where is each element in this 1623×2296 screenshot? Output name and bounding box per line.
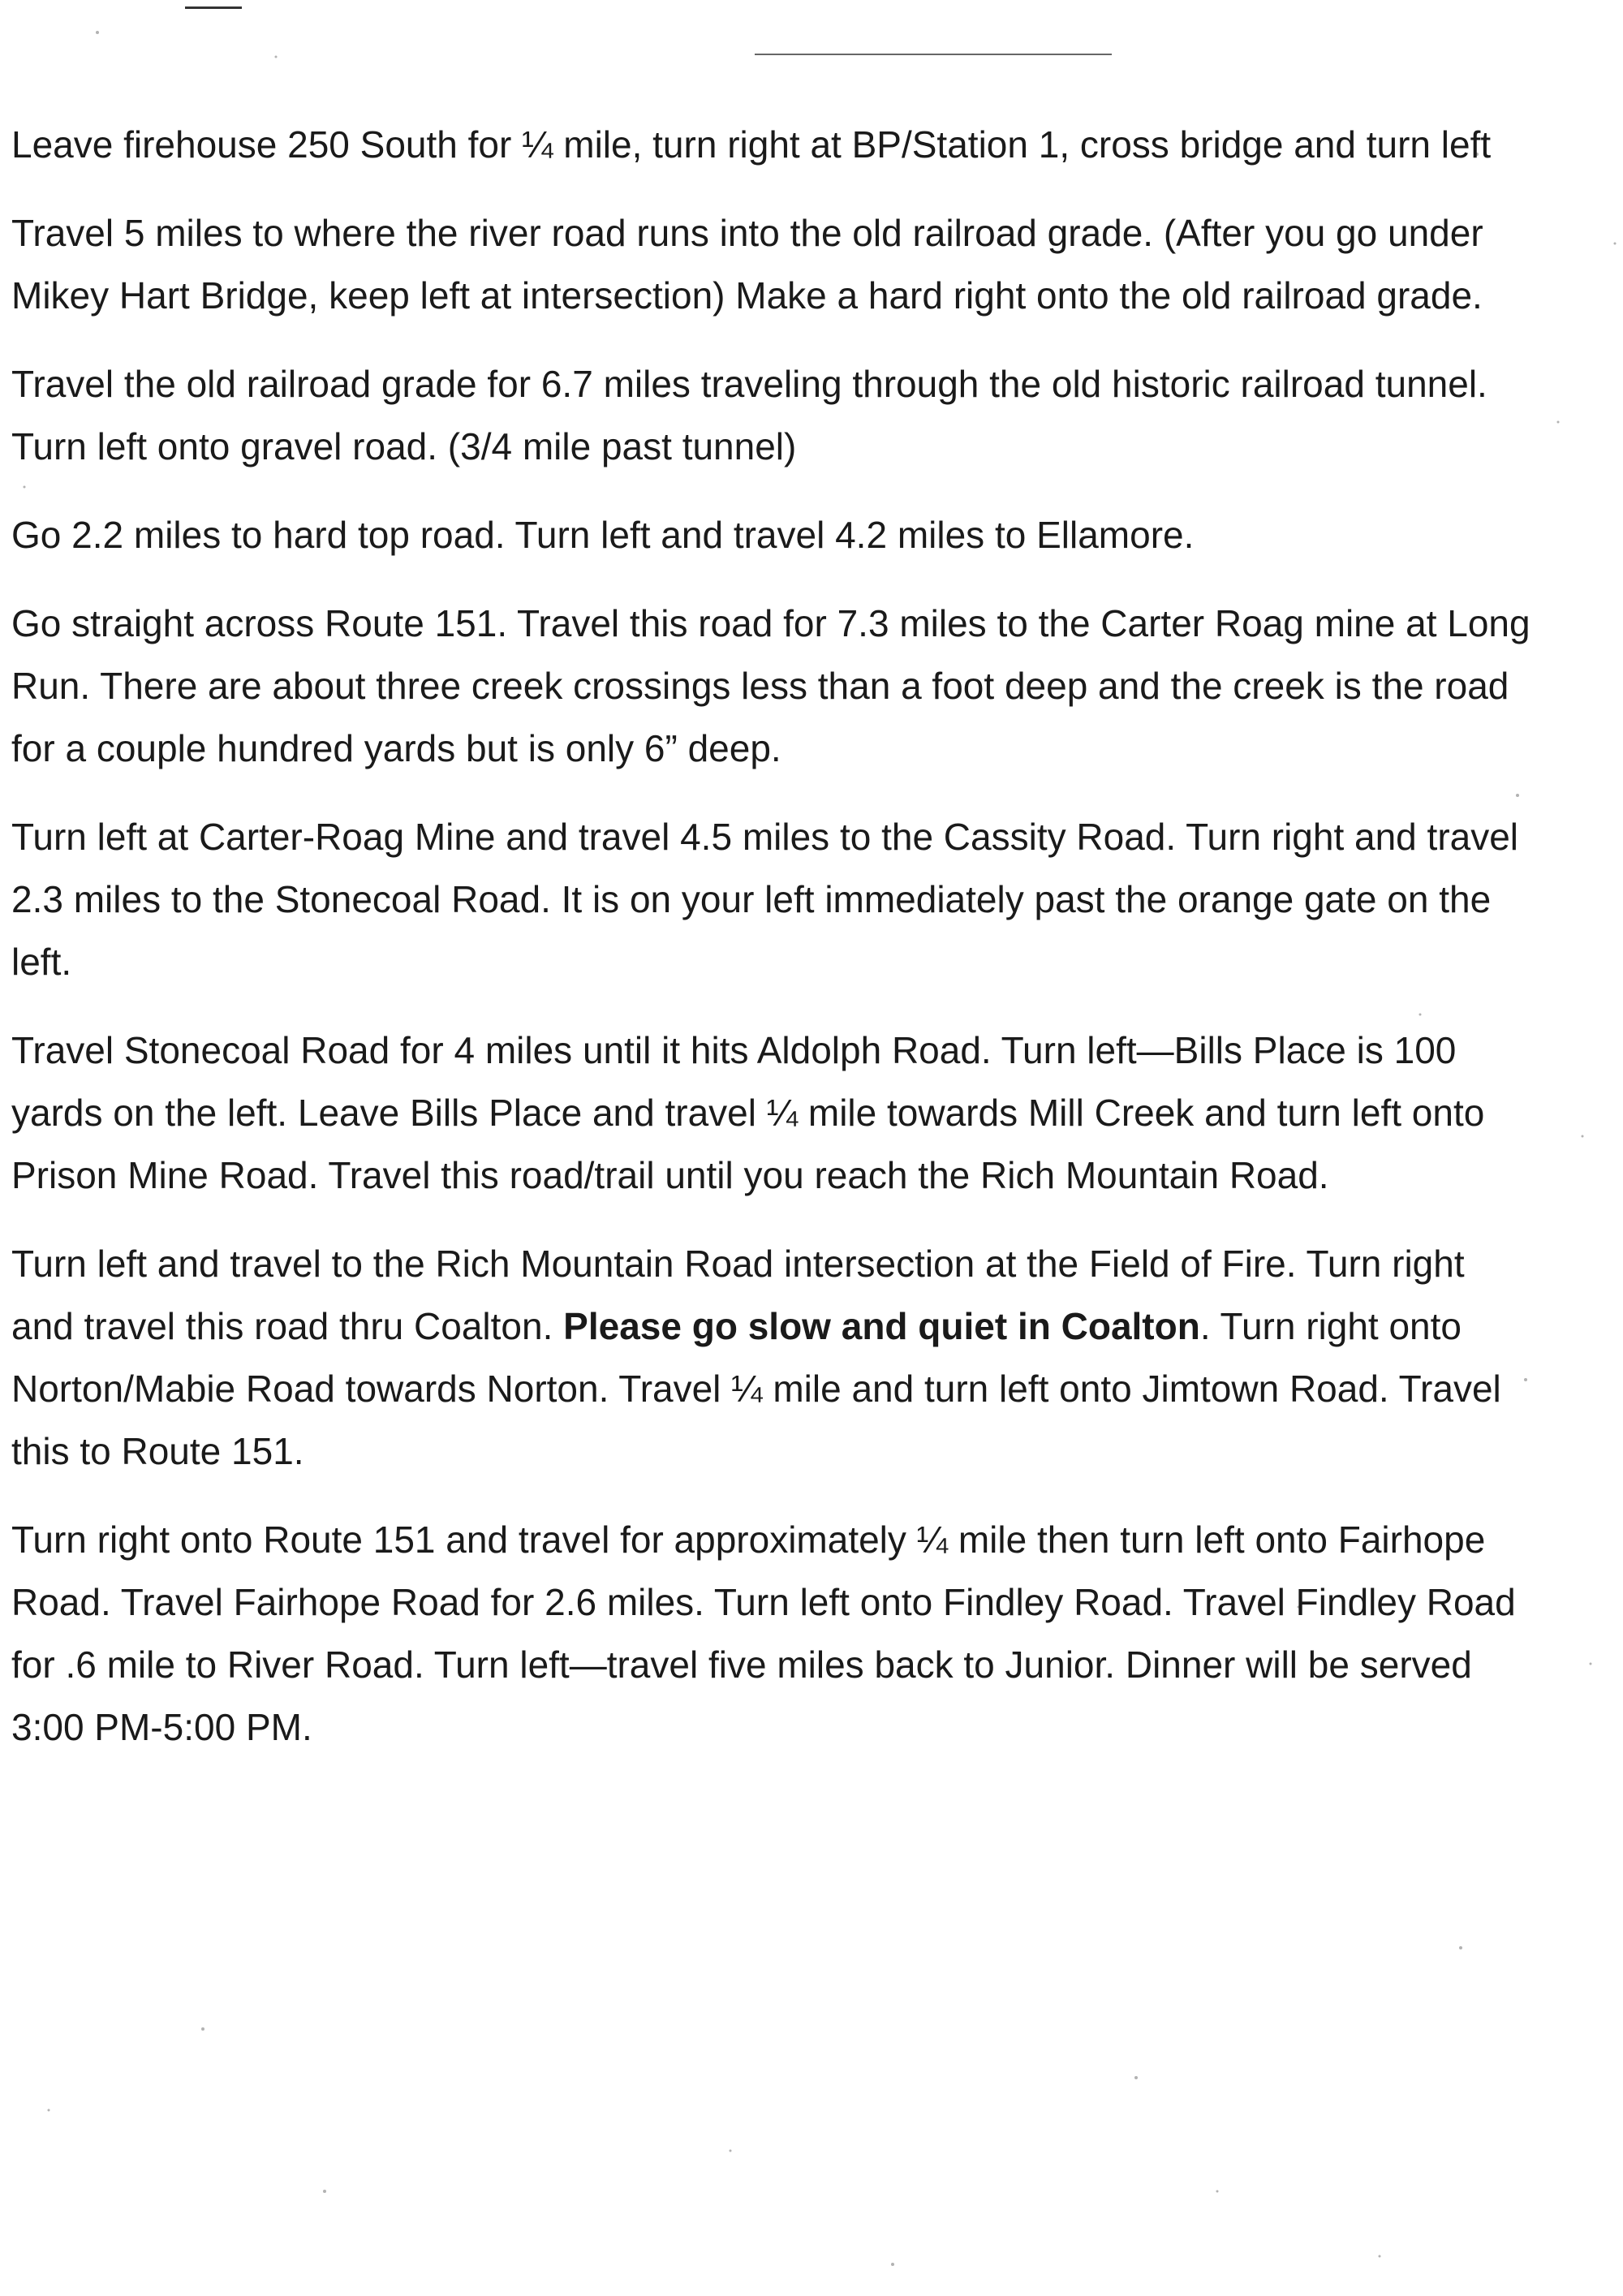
direction-step-8-part2: . Turn right onto Norton/Mabie Road towards Norton. Travel ¼ mile and turn left onto Jimtown Road. Travel this to Route 151.: [11, 1305, 1501, 1472]
direction-step-8: [11, 1233, 1537, 1483]
direction-step-5: Go straight across Route 151. Travel this road for 7.3 miles to the Carter Roag mine at Long Run. There are about three creek crossings less than a foot deep and the creek is the road for a couple hundred yards but is only 6” deep.: [11, 602, 1530, 769]
direction-step-2: Travel 5 miles to where the river road runs into the old railroad grade. (After you go under Mikey Hart Bridge, keep left at intersection) Make a hard right onto the old railroad grade.: [11, 212, 1483, 317]
direction-step-4: Go 2.2 miles to hard top road. Turn left and travel 4.2 miles to Ellamore.: [11, 514, 1195, 556]
scan-artifact-top-left: [185, 6, 242, 9]
direction-step-9: Turn right onto Route 151 and travel for approximately ¼ mile then turn left onto Fairhope Road. Travel Fairhope Road for 2.6 miles. Turn left onto Findley Road. Travel Findley Road for .6 mile to River Road. Turn left—travel five miles back to Junior. Dinner will be served 3:00 PM-5:00 PM.: [11, 1518, 1516, 1748]
direction-step-1: Leave firehouse 250 South for ¼ mile, turn right at BP/Station 1, cross bridge and turn left: [11, 123, 1492, 166]
direction-step-6: Turn left at Carter-Roag Mine and travel 4.5 miles to the Cassity Road. Turn right and travel 2.3 miles to the Stonecoal Road. It is on your left immediately past the orange gate on the left.: [11, 816, 1519, 983]
direction-step-7: Travel Stonecoal Road for 4 miles until it hits Aldolph Road. Turn left—Bills Place is 100 yards on the left. Leave Bills Place and travel ¼ mile towards Mill Creek and turn left onto Prison Mine Road. Travel this road/trail until you reach the Rich Mountain Road.: [11, 1029, 1485, 1196]
direction-step-8-part1: Turn left and travel to the Rich Mountain Road intersection at the Field of Fire. Turn right and travel this road thru Coalton.: [11, 1243, 1465, 1347]
direction-step-3: Travel the old railroad grade for 6.7 miles traveling through the old historic railroad tunnel. Turn left onto gravel road. (3/4 mile past tunnel): [11, 363, 1487, 467]
directions-text: [11, 114, 1537, 1785]
coalton-warning: Please go slow and quiet in Coalton: [563, 1305, 1200, 1347]
scan-artifact-top-right: [755, 54, 1112, 55]
